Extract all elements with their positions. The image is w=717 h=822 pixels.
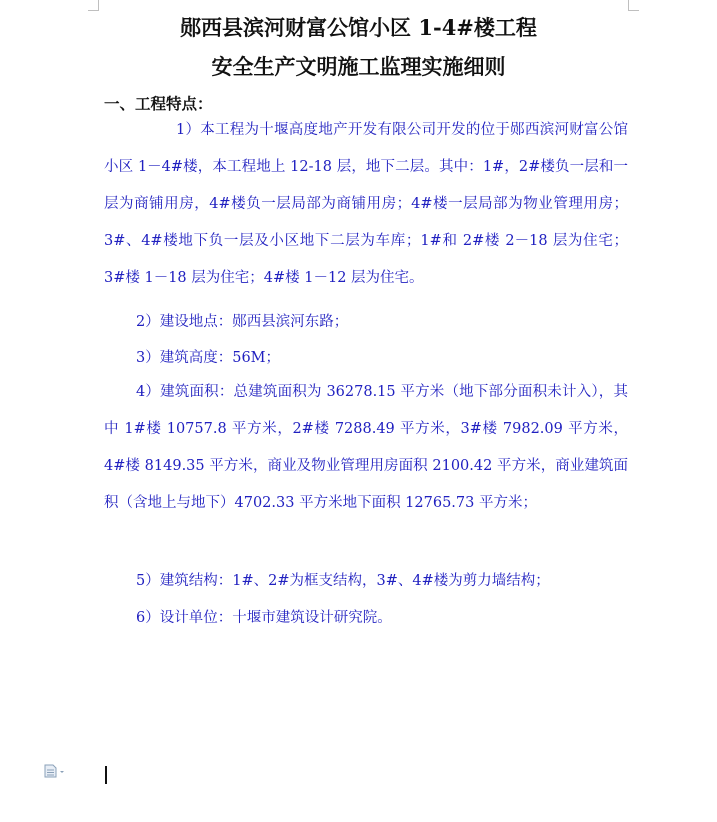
paragraph-3: 3）建筑高度：56M； [136,350,281,366]
page-margin-mark-top-right [628,0,639,11]
document-icon[interactable] [44,763,66,777]
document-title-line1: 郧西县滨河财富公馆小区 1-4#楼工程 [180,15,537,40]
paragraph-4: 4）建筑面积：总建筑面积为 36278.15 平方米（地下部分面积未计入），其中 1#楼 10757.8 平方米，2#楼 7288.49 平方米，3#楼 7982.09 平方米，4#楼 8149.35 平方米，商业及物业管理用房面积 2100.42 平方米，商业建筑面积（含地上与地下）4702.33 平方米地下面积 12765.73 平方米； [104,384,628,511]
page-margin-mark-top-left [88,0,99,11]
paragraph-6: 6）设计单位：十堰市建筑设计研究院。 [136,610,392,626]
paragraph-5: 5）建筑结构：1#、2#为框支结构，3#、4#楼为剪力墙结构； [136,573,550,589]
section-heading: 一、工程特点： [104,94,213,113]
paragraph-1: 1）本工程为十堰高度地产开发有限公司开发的位于郧西滨河财富公馆小区 1－4#楼，本工程地上 12-18 层，地下二层。其中：1#，2#楼负一层和一层为商铺用房，4#楼负一层局部为商铺用房；4#楼一层局部为物业管理用房；3#、4#楼地下负一层及小区地下二层为车库；1#和 2#楼 2－18 层为住宅；3#楼 1－18 层为住宅；4#楼 1－12 层为住宅。 [104,122,628,286]
document-title-line2: 安全生产文明施工监理实施细则 [211,54,506,79]
text-cursor [105,766,107,784]
paragraph-2: 2）建设地点：郧西县滨河东路； [136,314,349,330]
